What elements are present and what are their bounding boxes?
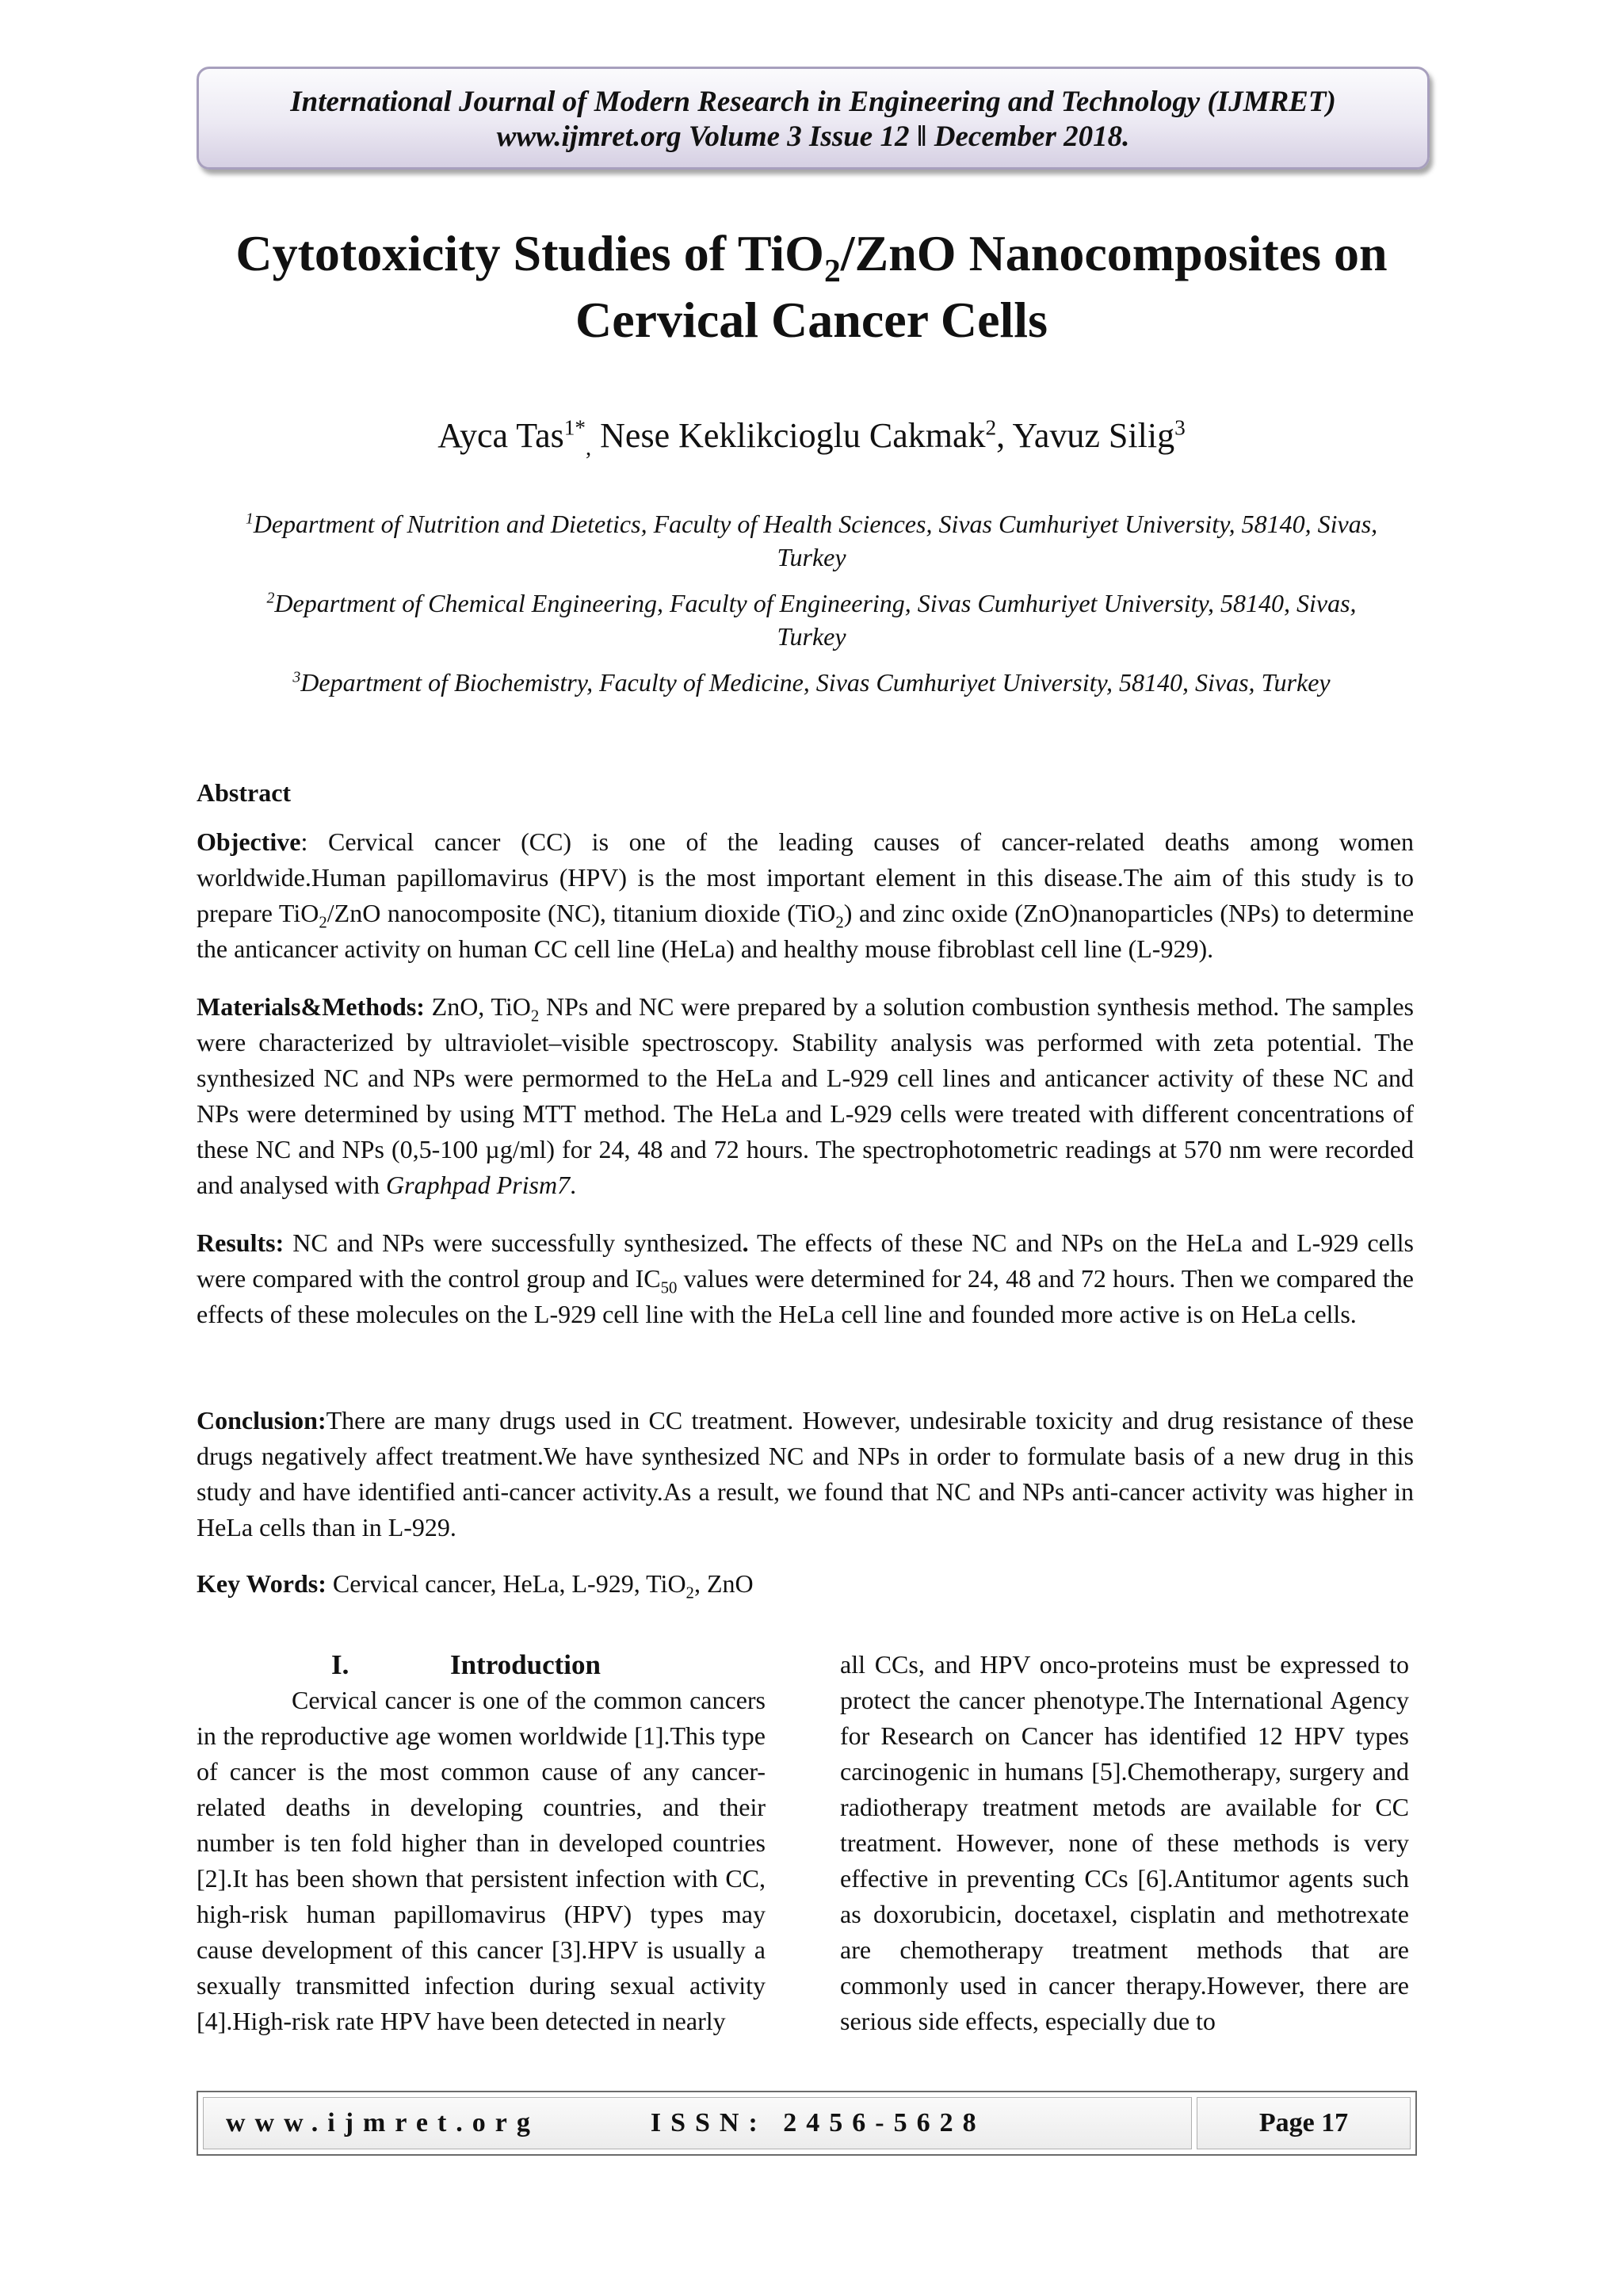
abstract-objective: Objective: Cervical cancer (CC) is one of the leading causes of cancer-related deaths among women worldwide.Human papillomavirus (HPV) is the most important element in this disease.The aim of this study is to prepare TiO$_2$/ZnO nanocomposite (NC), titanium dioxide (TiO$_2$) and zinc oxide (ZnO)nanoparticles (NPs) to determine the anticancer activity on human CC cell line (HeLa) and healthy mouse fibroblast cell line (L-929).: [197, 827, 1415, 963]
abstract-results: Results: NC and NPs were successfully synthesized. The effects of these NC and NPs on the HeLa and L-929 cells were compared with the control group and $IC_{50}$ values were determined for 24, 48 and 72 hours. Then we compared the effects of these molecules on the L-929 cell line with the HeLa cell line and founded more active is on HeLa cells.: [197, 1228, 1415, 1328]
footer-issn: ISSN: 2456-5628: [650, 2108, 986, 2137]
keywords: Key Words: Cervical cancer, HeLa, L-929, TiO$_2$, ZnO: [197, 1569, 754, 1603]
footer-site: www.ijmret.org: [226, 2108, 540, 2137]
journal-name: International Journal of Modern Research in Engineering and Technology (IJMRET): [290, 86, 1336, 118]
intro-paragraph: all CCs, and HPV onco-proteins must be expressed to protect the cancer phenotype.The International Agency for Research on Cancer has identified 12 HPV types carcinogenic in humans [5].Chemotherapy, surgery and radiotherapy treatment metods are available for CC treatment. However, none of these methods is very effective in preventing CCs [6].Antitumor agents such as doxorubicin, docetaxel, cisplatin and methotrexate are chemotherapy treatment methods that are commonly used in cancer therapy.However, there are serious side effects, especially due to: [840, 1650, 1409, 2035]
abstract-methods: Materials&Methods: ZnO, TiO$_2$ NPs and NC were prepared by a solution combustion synthesis method. The samples were characterized by ultraviolet–visible spectroscopy. Stability analysis was performed with zeta potential. The synthesized NC and NPs were permormed to the HeLa and L-929 cell lines and anticancer activity of these NC and NPs were determined by using MTT method. The HeLa and L-929 cells were treated with different concentrations of these NC and NPs (0,5-100 µg/ml) for 24, 48 and 72 hours. The spectrophotometric readings at 570 nm were recorded and analysed with Graphpad Prism7.: [197, 992, 1415, 1199]
paper-title: Cytotoxicity Studies of TiO$_2$/ZnO Nanocomposites on Cervical Cancer Cells: [235, 225, 1388, 348]
abstract-conclusion: Conclusion:There are many drugs used in CC treatment. However, undesirable toxicity and drug resistance of these drugs negatively affect treatment.We have synthesized NC and NPs in order to formulate basis of a new drug in this study and have identified anti-cancer activity.As a result, we found that NC and NPs anti-cancer activity was higher in HeLa cells than in L-929.: [197, 1406, 1414, 1541]
affiliation: $^1$Department of Nutrition and Dietetics, Faculty of Health Sciences, Sivas Cumhuriyet University, 58140, Sivas, Turkey: [245, 510, 1378, 571]
author-name: Nese Keklikcioglu Cakmak: [600, 416, 986, 455]
journal-header: [197, 67, 1430, 170]
intro-column-right: [840, 1647, 1409, 2039]
author-name: Ayca Tas: [437, 416, 564, 455]
section-heading: I. Introduction: [331, 1649, 601, 1680]
author-list: Ayca Tas$^{1*}_,$ Nese Keklikcioglu Cakmak$^2$, Yavuz Silig$^3$: [437, 415, 1186, 460]
intro-column-left: [197, 1647, 766, 2039]
affiliation: $^3$Department of Biochemistry, Faculty of Medicine, Sivas Cumhuriyet University, 58140, Sivas, Turkey: [292, 668, 1331, 697]
journal-issue-info: www.ijmret.org Volume 3 Issue 12 ǁ December 2018.: [496, 120, 1130, 153]
intro-paragraph: Cervical cancer is one of the common cancers in the reproductive age women worldwide [1].This type of cancer is the most common cause of any cancer-related deaths in developing countries, and their number is ten fold higher than in developed countries [2].It has been shown that persistent infection with CC, high-risk human papillomavirus (HPV) types may cause development of this cancer [3].HPV is usually a sexually transmitted infection during sexual activity [4].High-risk rate HPV have been detected in nearly: [197, 1686, 766, 2035]
author-name: Yavuz Silig: [1012, 416, 1175, 455]
page-footer: [197, 2091, 1417, 2156]
page-number: Page 17: [1258, 2108, 1349, 2137]
affiliation: $^2$Department of Chemical Engineering, Faculty of Engineering, Sivas Cumhuriyet University, 58140, Sivas, Turkey: [266, 589, 1357, 651]
abstract-heading: Abstract: [197, 778, 292, 807]
